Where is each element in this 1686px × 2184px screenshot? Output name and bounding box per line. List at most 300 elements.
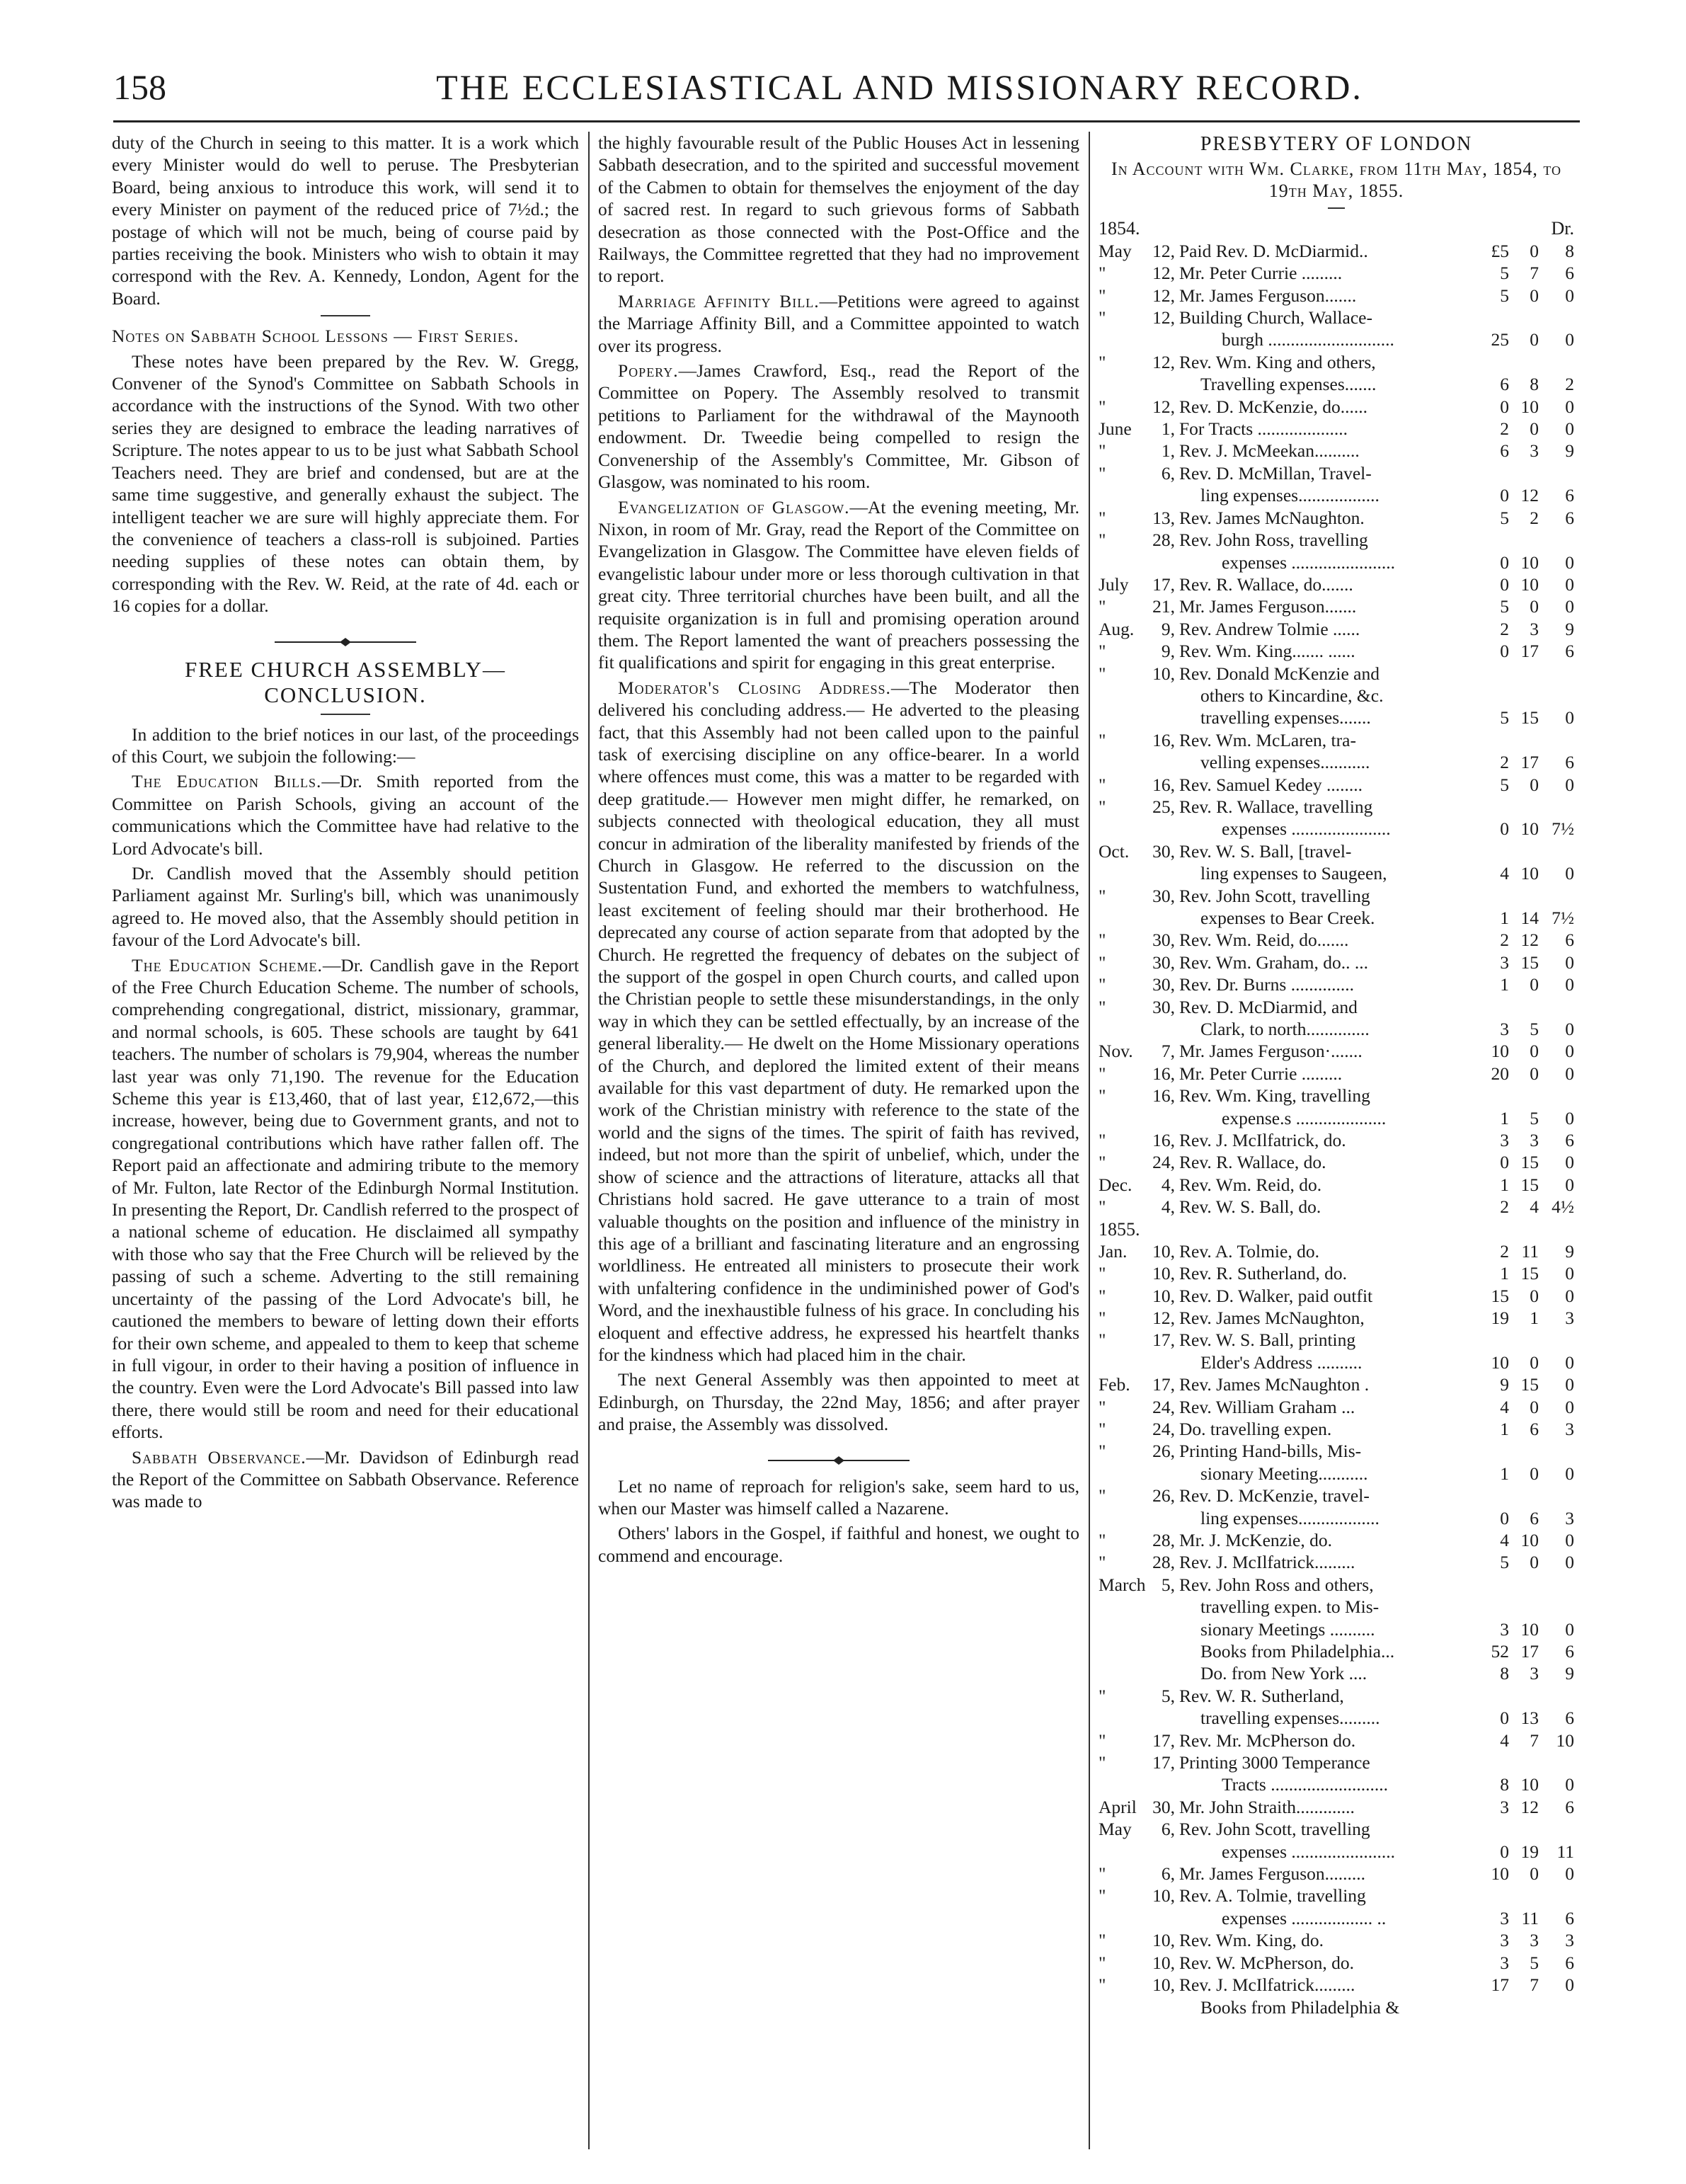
ledger-row xyxy=(1099,907,1574,929)
ledger-row xyxy=(1099,1373,1574,1395)
ledger-day: 28, xyxy=(1152,1552,1175,1573)
ledger-description: Rev. D. McMillan, Travel- xyxy=(1179,462,1372,484)
ledger-row xyxy=(1099,1129,1574,1151)
ledger-description: Rev. Andrew Tolmie ...... xyxy=(1179,618,1360,639)
ledger-shillings: 0 xyxy=(1530,1285,1539,1306)
ledger-pounds: 6 xyxy=(1500,440,1509,462)
ledger-shillings: 19 xyxy=(1520,1841,1539,1862)
ledger-month: " xyxy=(1099,1396,1106,1417)
ledger-pence: 6 xyxy=(1565,1641,1574,1662)
ledger-pence: 9 xyxy=(1565,618,1574,639)
ledger-shillings: 0 xyxy=(1530,285,1539,306)
ledger-pounds: 0 xyxy=(1500,1708,1509,1729)
ledger-pence: 7½ xyxy=(1552,818,1574,840)
paragraph: In addition to the brief notices in our last, of the proceedings of this Court, we subjoin the following:— xyxy=(112,724,579,767)
ledger-shillings: 0 xyxy=(1530,1863,1539,1885)
ledger-row xyxy=(1099,1996,1574,2018)
column-right xyxy=(1099,132,1574,2163)
ledger-shillings: 0 xyxy=(1530,329,1539,350)
ledger-day: 30, xyxy=(1152,885,1175,906)
ledger-pounds: 1 xyxy=(1500,1174,1509,1195)
ledger-row xyxy=(1099,818,1574,840)
ornament-divider xyxy=(112,630,579,643)
ledger-pence: 3 xyxy=(1565,1930,1574,1951)
ornament-divider xyxy=(598,1448,1079,1461)
ledger-month: April xyxy=(1099,1796,1137,1817)
ledger-month: " xyxy=(1099,1885,1106,1906)
ledger-row xyxy=(1099,1063,1574,1085)
ledger-description: Rev. William Graham ... xyxy=(1179,1396,1355,1417)
ledger-row xyxy=(1099,774,1574,796)
ledger-row xyxy=(1099,1596,1574,1618)
ledger-day: 16, xyxy=(1152,729,1175,750)
ledger-pounds: 10 xyxy=(1491,1041,1509,1062)
ledger-description: Do. travelling expen. xyxy=(1179,1418,1332,1439)
ledger-month: " xyxy=(1099,1485,1106,1506)
ledger-month: Jan. xyxy=(1099,1240,1128,1262)
ledger-shillings: 15 xyxy=(1520,1152,1539,1173)
ledger-day: 10, xyxy=(1152,1240,1175,1262)
ledger-description: For Tracts .................... xyxy=(1179,418,1348,440)
ledger-month: " xyxy=(1099,1330,1106,1351)
ledger-pounds: 4 xyxy=(1500,863,1509,884)
paragraph-body: —At the evening meeting, Mr. Nixon, in room of Mr. Gray, read the Report of the Committee on Evangelization in Glasgow. The Committee have eleven fields of evangelistic labour under more or less thorough cultivation in that great city. Three territorial churches have been built, and all the requisite organization is in full and promising operation around them. The Report lamented the want of preachers possessing the fit qualifications and spirit for engaging in this great enterprise. xyxy=(598,496,1079,673)
ledger-description: Rev. R. Sutherland, do. xyxy=(1179,1263,1348,1284)
ledger-row xyxy=(1099,840,1574,862)
ledger-shillings: 8 xyxy=(1530,374,1539,395)
paragraph-body: —The Moderator then delivered his concluding address.— He adverted to the pleasing fact, that this Assembly had not been called upon to the painful task of exercising discipline on any office-bearer. In a world where offences must come, this was a matter to be regarded with deep gratitude.— However men might differ, he remarked, on subjects connected with theological education, they all must concur in admiration of the liberality manifested by friends of the Church in Glasgow. He referred to the discussion on the Sustentation Fund, and exhorted the members to watchfulness, least excitement of feeling should mar their brotherhood. He deprecated any course of action separate from that adopted by the Church. He regretted the frequency of debates on the subject of the support of the gospel in open Church courts, and called upon the Christian people to settle these misunderstandings, in the only way in which they can be settled effectually, by an increase of the general liberality.— He dwelt on the Home Missionary operations of the Church, and deplored the limited extent of their means available for this vast department of duty. He remarked upon the work of the Christian ministry with reference to the state of the world and the signs of the times. The spirit of faith has revived, indeed, but not more than the spirit of unbelief, which, under the show of science and the attractions of literature, attacks all that Christians hold sacred. He gave utterance to a train of most valuable thoughts on the position and influence of the ministry in this age of a brilliant and fascinating literature and an engrossing worldliness. He entreated all ministers to prosecute their work with unfaltering confidence in the undiminished power of God's Word, and the inexhaustible fulness of his grace. In concluding his eloquent and effective address, he expressed his heartfelt thanks for the kindness which had placed him in the chair. xyxy=(598,677,1079,1365)
ledger-row xyxy=(1099,573,1574,595)
paragraph: duty of the Church in seeing to this matter. It is a work which every Minister would do well to peruse. The Presbyterian Board, being anxious to introduce this work, will send it to every Minister on payment of the reduced price of 7½d.; the postage of which will not be much, being of course paid by parties receiving the book. Ministers who wish to obtain it may correspond with the Rev. A. Kennedy, London, Agent for the Board. xyxy=(112,132,579,309)
ledger-day: 10, xyxy=(1152,1885,1175,1906)
ledger-month: " xyxy=(1099,951,1106,973)
ledger-description: Do. from New York .... xyxy=(1200,1663,1367,1684)
ledger-pounds: 4 xyxy=(1500,1529,1509,1550)
ledger-day: 26, xyxy=(1152,1441,1175,1462)
ledger-pence: 0 xyxy=(1565,1041,1574,1062)
ledger-day: 24, xyxy=(1152,1418,1175,1439)
ledger-pence: 0 xyxy=(1565,1107,1574,1128)
ledger-year: 1855. xyxy=(1099,1218,1140,1240)
ledger-month: " xyxy=(1099,1974,1106,1996)
ledger-pence: 0 xyxy=(1565,1618,1574,1640)
account-title: PRESBYTERY OF LONDON xyxy=(1200,133,1473,155)
debit-label: Dr. xyxy=(1551,218,1574,239)
ledger-day: 1, xyxy=(1161,418,1175,440)
ledger-row xyxy=(1099,751,1574,773)
paragraph-lead: The Education Bills. xyxy=(132,771,322,792)
ledger-shillings: 7 xyxy=(1530,263,1539,284)
paragraph: Others' labors in the Gospel, if faithful and honest, we ought to commend and encourage. xyxy=(598,1523,1079,1566)
ledger-pounds: 0 xyxy=(1500,818,1509,840)
ledger-pounds: 2 xyxy=(1500,930,1509,951)
ledger-row xyxy=(1099,885,1574,907)
ledger-month: " xyxy=(1099,1752,1106,1773)
ledger-row xyxy=(1099,551,1574,573)
ledger-description: Rev. Dr. Burns .............. xyxy=(1179,974,1354,995)
ledger-description: travelling expenses....... xyxy=(1200,707,1371,728)
ledger-day: 17, xyxy=(1152,1330,1175,1351)
ledger-day: 24, xyxy=(1152,1152,1175,1173)
ledger-description: Rev. James McNaughton. xyxy=(1179,507,1365,528)
divider xyxy=(321,315,370,316)
ledger-shillings: 12 xyxy=(1520,485,1539,506)
ledger-row xyxy=(1099,996,1574,1018)
ledger-row xyxy=(1099,1974,1574,1996)
ledger-day: 10, xyxy=(1152,1974,1175,1996)
paragraph-lead: Evangelization of Glasgow. xyxy=(618,496,850,518)
ledger-row xyxy=(1099,1174,1574,1196)
ledger-day: 5, xyxy=(1161,1574,1175,1595)
ledger-row xyxy=(1099,1818,1574,1840)
ledger-description: Mr. James Ferguson....... xyxy=(1179,596,1357,617)
ledger-pounds: 3 xyxy=(1500,1019,1509,1040)
ledger-description: expense.s .................... xyxy=(1222,1107,1387,1128)
ledger-shillings: 10 xyxy=(1520,818,1539,840)
ledger-pounds: 1 xyxy=(1500,974,1509,995)
ledger-description: Elder's Address .......... xyxy=(1200,1351,1363,1373)
ledger-row xyxy=(1099,1040,1574,1062)
ledger-description: Rev. Wm. McLaren, tra- xyxy=(1179,729,1356,750)
ledger-pounds: 4 xyxy=(1500,1730,1509,1751)
ledger-description: Rev. W. S. Ball, do. xyxy=(1179,1196,1321,1218)
ledger-description: Rev. D. McKenzie, do...... xyxy=(1179,396,1368,417)
ledger-shillings: 10 xyxy=(1520,573,1539,595)
ledger-pence: 0 xyxy=(1565,863,1574,884)
ledger-row xyxy=(1099,862,1574,884)
ledger-row xyxy=(1099,1618,1574,1640)
ledger-pence: 0 xyxy=(1565,774,1574,795)
paragraph-body: —Mr. Davidson of Edinburgh read the Report of the Committee on Sabbath Observance. Reference was made to xyxy=(112,1446,579,1512)
ledger-pounds: 5 xyxy=(1500,507,1509,528)
ledger-row xyxy=(1099,307,1574,328)
ledger-row xyxy=(1099,973,1574,995)
paragraph: Dr. Candlish moved that the Assembly should petition Parliament against Mr. Surling's bill, which was unanimously agreed to. He moved also, that the Assembly should petition in favour of the Lord Advocate's bill. xyxy=(112,862,579,951)
ledger-pence: 0 xyxy=(1565,1529,1574,1550)
ledger-month: " xyxy=(1099,1930,1106,1951)
ledger-row xyxy=(1099,1685,1574,1707)
ledger-pounds: 5 xyxy=(1500,596,1509,617)
ledger-description: Rev. R. Wallace, do....... xyxy=(1179,573,1353,595)
ledger-row xyxy=(1099,1751,1574,1773)
ledger-row xyxy=(1099,1841,1574,1863)
ledger-description: Rev. Donald McKenzie and xyxy=(1179,663,1380,684)
ledger-description: velling expenses........... xyxy=(1200,752,1370,773)
ledger-description: Printing 3000 Temperance xyxy=(1179,1752,1370,1773)
ledger-pounds: 0 xyxy=(1500,573,1509,595)
ledger-pounds: 1 xyxy=(1500,908,1509,928)
ledger-shillings: 10 xyxy=(1520,396,1539,417)
ledger-pounds: 1 xyxy=(1500,1418,1509,1439)
ledger-pounds: 0 xyxy=(1500,641,1509,662)
running-head: THE ECCLESIASTICAL AND MISSIONARY RECORD. xyxy=(436,67,1363,107)
ledger-shillings: 10 xyxy=(1520,1529,1539,1550)
ledger-day: 30, xyxy=(1152,974,1175,995)
ledger-description: expenses ....................... xyxy=(1222,551,1396,573)
ledger-pounds: 1 xyxy=(1500,1463,1509,1484)
ledger-month: " xyxy=(1099,885,1106,906)
ledger-shillings: 4 xyxy=(1530,1196,1539,1218)
ledger-description: Books from Philadelphia & xyxy=(1200,1996,1400,2018)
paragraph: These notes have been prepared by the Rev. W. Gregg, Convener of the Synod's Committee on Sabbath Schools in accordance with the instructions of the Synod. With two other series they are designed to embrace the leading narratives of Scripture. The notes appear to us to be just what Sabbath School Teachers need. They are brief and condensed, but are at the same time suggestive, and generally exhaust the subject. The intelligent teacher we are sure will highly appreciate them. For the convenience of teachers a class-roll is subjoined. Parties needing supplies of these notes can obtain them, by corresponding with the Rev. W. Reid, at the rate of 4d. each or 16 copies for a dollar. xyxy=(112,350,579,617)
ledger-row xyxy=(1099,1418,1574,1440)
ledger-month: " xyxy=(1099,729,1106,750)
ledger-row xyxy=(1099,351,1574,373)
ledger-pounds: 4 xyxy=(1500,1396,1509,1417)
column-left xyxy=(112,132,579,2163)
ledger-pence: 6 xyxy=(1565,507,1574,528)
ledger-row xyxy=(1099,1574,1574,1596)
ledger-description: Rev. Wm. Reid, do. xyxy=(1179,1174,1322,1195)
ledger-month: " xyxy=(1099,396,1106,417)
ledger-row xyxy=(1099,685,1574,707)
ledger-description: Rev. D. McKenzie, travel- xyxy=(1179,1485,1370,1506)
ledger-pence: 6 xyxy=(1565,1796,1574,1817)
ledger-description: Rev. R. Wallace, travelling xyxy=(1179,796,1373,817)
ledger-pounds: 9 xyxy=(1500,1374,1509,1395)
ledger-pence: 0 xyxy=(1565,1774,1574,1795)
ledger-description: Rev. Mr. McPherson do. xyxy=(1179,1730,1356,1751)
divider xyxy=(1328,207,1345,209)
ledger-pence: 0 xyxy=(1565,396,1574,417)
ledger-month: " xyxy=(1099,796,1106,817)
ledger-shillings: 3 xyxy=(1530,440,1539,462)
ledger-shillings: 5 xyxy=(1530,1107,1539,1128)
ledger-month: " xyxy=(1099,285,1106,306)
ledger-description: Paid Rev. D. McDiarmid.. xyxy=(1179,240,1368,261)
ledger-shillings: 14 xyxy=(1520,908,1539,928)
ledger-day: 4, xyxy=(1161,1174,1175,1195)
ledger-day: 6, xyxy=(1161,1819,1175,1840)
ledger-day: 10, xyxy=(1152,663,1175,684)
ledger-row xyxy=(1099,951,1574,973)
ledger-shillings: 6 xyxy=(1530,1507,1539,1528)
ledger-month: " xyxy=(1099,663,1106,684)
ledger-shillings: 12 xyxy=(1520,930,1539,951)
ledger-day: 28, xyxy=(1152,1529,1175,1550)
ledger-day: 24, xyxy=(1152,1396,1175,1417)
ledger-description: Rev. Wm. King, travelling xyxy=(1179,1085,1370,1107)
ledger-pence: 0 xyxy=(1565,707,1574,728)
ledger-pounds: 8 xyxy=(1500,1774,1509,1795)
ledger-pounds: 3 xyxy=(1500,1930,1509,1951)
ledger-description: Tracts .......................... xyxy=(1222,1774,1388,1795)
ledger-pence: 0 xyxy=(1565,573,1574,595)
ledger-day: 12, xyxy=(1152,307,1175,328)
ledger-month: " xyxy=(1099,996,1106,1017)
ledger-row xyxy=(1099,1885,1574,1906)
ledger-pence: 2 xyxy=(1565,374,1574,395)
ledger-description: Rev. Wm. King....... ...... xyxy=(1179,641,1355,662)
ledger-day: 4, xyxy=(1161,1196,1175,1218)
ledger-pounds: 2 xyxy=(1500,618,1509,639)
ledger-pounds: 19 xyxy=(1491,1307,1509,1328)
ledger-description: Mr. Peter Currie ......... xyxy=(1179,263,1343,284)
ledger-description: Clark, to north.............. xyxy=(1200,1019,1370,1040)
ledger-month: " xyxy=(1099,1418,1106,1439)
ledger-pounds: 5 xyxy=(1500,774,1509,795)
ledger-pence: 0 xyxy=(1565,329,1574,350)
paragraph xyxy=(112,770,579,859)
ledger-row xyxy=(1099,1440,1574,1462)
ledger-row xyxy=(1099,1662,1574,1684)
ledger-description: travelling expenses......... xyxy=(1200,1708,1380,1729)
paragraph xyxy=(598,290,1079,357)
ledger-month: " xyxy=(1099,774,1106,795)
ledger-pounds: 0 xyxy=(1500,485,1509,506)
ledger-day: 9, xyxy=(1161,641,1175,662)
ledger-pounds: 17 xyxy=(1491,1974,1509,1996)
ledger-month: Feb. xyxy=(1099,1374,1130,1395)
ledger-day: 10, xyxy=(1152,1930,1175,1951)
ledger-pounds: 10 xyxy=(1491,1351,1509,1373)
ledger-description: Rev. D. Walker, paid outfit xyxy=(1179,1285,1373,1306)
ledger-day: 25, xyxy=(1152,796,1175,817)
ledger-pence: 3 xyxy=(1565,1418,1574,1439)
ledger-description: Rev. Samuel Kedey ........ xyxy=(1179,774,1363,795)
paragraph-lead: Moderator's Closing Address. xyxy=(618,677,891,698)
ledger-pence: 0 xyxy=(1565,1396,1574,1417)
ledger-shillings: 3 xyxy=(1530,618,1539,639)
ledger-pence: 0 xyxy=(1565,551,1574,573)
paragraph: Let no name of reproach for religion's sake, seem hard to us, when our Master was himself called a Nazarene. xyxy=(598,1475,1079,1519)
ledger-row xyxy=(1099,1730,1574,1751)
ledger-row xyxy=(1099,1929,1574,1951)
paragraph xyxy=(598,496,1079,674)
ledger-shillings: 6 xyxy=(1530,1418,1539,1439)
ledger-month: " xyxy=(1099,1285,1106,1306)
ledger-pence: 6 xyxy=(1565,1708,1574,1729)
ledger-row xyxy=(1099,1773,1574,1795)
ledger-row xyxy=(1099,1907,1574,1929)
ledger-pence: 0 xyxy=(1565,1063,1574,1084)
ledger-month: " xyxy=(1099,1552,1106,1573)
ledger-day: 9, xyxy=(1161,618,1175,639)
ledger-shillings: 10 xyxy=(1520,863,1539,884)
ledger-description: Rev. James McNaughton . xyxy=(1179,1374,1370,1395)
ledger-description: Rev. Wm. King, do. xyxy=(1179,1930,1324,1951)
ledger-shillings: 15 xyxy=(1520,1174,1539,1195)
ledger-month: " xyxy=(1099,1063,1106,1084)
ledger-row xyxy=(1099,418,1574,440)
header-rule xyxy=(113,120,1580,122)
ledger-description: Rev. Wm. Graham, do.. ... xyxy=(1179,951,1368,973)
ledger-pounds: 0 xyxy=(1500,1841,1509,1862)
ledger-shillings: 0 xyxy=(1530,1063,1539,1084)
ledger-pounds: 25 xyxy=(1491,329,1509,350)
paragraph xyxy=(112,1446,579,1513)
ledger-shillings: 17 xyxy=(1520,752,1539,773)
ledger-row xyxy=(1099,796,1574,818)
ledger-month: " xyxy=(1099,351,1106,372)
ledger-month: June xyxy=(1099,418,1132,440)
ledger-pence: 9 xyxy=(1565,440,1574,462)
ledger-pence: 9 xyxy=(1565,1663,1574,1684)
ledger-description: sionary Meeting........... xyxy=(1200,1463,1368,1484)
ledger-month: " xyxy=(1099,263,1106,284)
ledger-row xyxy=(1099,1396,1574,1418)
ledger-pence: 6 xyxy=(1565,1952,1574,1973)
paragraph xyxy=(598,677,1079,1366)
ledger-day: 30, xyxy=(1152,840,1175,862)
ledger-day: 12, xyxy=(1152,1307,1175,1328)
ledger-shillings: 12 xyxy=(1520,1796,1539,1817)
ledger-description: expenses ...................... xyxy=(1222,818,1391,840)
ledger-description: Rev. J. McIlfatrick......... xyxy=(1179,1974,1355,1996)
ledger-pounds: 2 xyxy=(1500,752,1509,773)
ledger-entries-1854 xyxy=(1099,240,1574,1218)
account-subtitle: In Account with Wm. Clarke, from 11th May, 1854, to 19th May, 1855. xyxy=(1111,159,1562,202)
ledger-pounds: 5 xyxy=(1500,1552,1509,1573)
ledger-pence: 0 xyxy=(1565,418,1574,440)
paragraph-lead: Marriage Affinity Bill. xyxy=(618,290,820,311)
paragraph-lead: The Education Scheme. xyxy=(132,954,323,976)
ledger-row xyxy=(1099,440,1574,462)
ledger-day: 5, xyxy=(1161,1685,1175,1706)
ledger-pounds: 15 xyxy=(1491,1285,1509,1306)
ledger-shillings: 0 xyxy=(1530,1041,1539,1062)
ledger-pence: 0 xyxy=(1565,1174,1574,1195)
ledger-pounds: 3 xyxy=(1500,1130,1509,1151)
ledger-description: ling expenses to Saugeen, xyxy=(1200,863,1387,884)
ledger-day: 1, xyxy=(1161,440,1175,462)
ledger-description: Printing Hand-bills, Mis- xyxy=(1179,1441,1362,1462)
ledger-description: Rev. Wm. King and others, xyxy=(1179,351,1376,372)
ledger-month: July xyxy=(1099,573,1129,595)
ledger-pence: 8 xyxy=(1565,240,1574,261)
ledger-description: Rev. R. Wallace, do. xyxy=(1179,1152,1326,1173)
ledger-pence: 9 xyxy=(1565,1240,1574,1262)
ledger-month: May xyxy=(1099,1819,1132,1840)
ledger-pence: 0 xyxy=(1565,1285,1574,1306)
ledger-row xyxy=(1099,1018,1574,1040)
ledger-month: " xyxy=(1099,974,1106,995)
ledger-description: ling expenses.................. xyxy=(1200,485,1380,506)
ledger-pence: 6 xyxy=(1565,485,1574,506)
section-title: FREE CHURCH ASSEMBLY—CONCLUSION. xyxy=(184,656,507,707)
ledger-shillings: 7 xyxy=(1530,1974,1539,1996)
ledger-day: 17, xyxy=(1152,1730,1175,1751)
ledger-row xyxy=(1099,1262,1574,1284)
ledger-pounds: 0 xyxy=(1500,1152,1509,1173)
ledger-pounds: 1 xyxy=(1500,1107,1509,1128)
ledger-month: Aug. xyxy=(1099,618,1135,639)
ledger-month: " xyxy=(1099,507,1106,528)
ledger-pence: 11 xyxy=(1556,1841,1574,1862)
ledger-day: 16, xyxy=(1152,774,1175,795)
ledger-pence: 0 xyxy=(1565,1019,1574,1040)
ledger-pence: 6 xyxy=(1565,752,1574,773)
ledger-row xyxy=(1099,462,1574,484)
ledger-day: 6, xyxy=(1161,1863,1175,1885)
ledger-pounds: 3 xyxy=(1500,1952,1509,1973)
ledger-shillings: 10 xyxy=(1520,551,1539,573)
ledger-pence: 6 xyxy=(1565,263,1574,284)
ledger-pounds: 10 xyxy=(1491,1863,1509,1885)
ledger-shillings: 0 xyxy=(1530,1552,1539,1573)
ledger-description: Mr. James Ferguson....... xyxy=(1179,285,1357,306)
ledger-shillings: 3 xyxy=(1530,1130,1539,1151)
ledger-description: Rev. John Ross and others, xyxy=(1179,1574,1374,1595)
paragraph-body: —James Crawford, Esq., read the Report of the Committee on Popery. The Assembly resolved to transmit petitions to Parliament for the withdrawal of the Maynooth endowment. Dr. Tweedie being compelled to resign the Convenership of the Assembly's Committee, Mr. Gibson of Glasgow, was nominated to his room. xyxy=(598,360,1079,493)
ledger-month: " xyxy=(1099,307,1106,328)
ledger-row xyxy=(1099,1485,1574,1506)
ledger-row xyxy=(1099,595,1574,617)
ledger-day: 16, xyxy=(1152,1063,1175,1084)
ledger-shillings: 11 xyxy=(1521,1240,1539,1262)
ledger-day: 12, xyxy=(1152,285,1175,306)
ledger-row xyxy=(1099,1796,1574,1818)
